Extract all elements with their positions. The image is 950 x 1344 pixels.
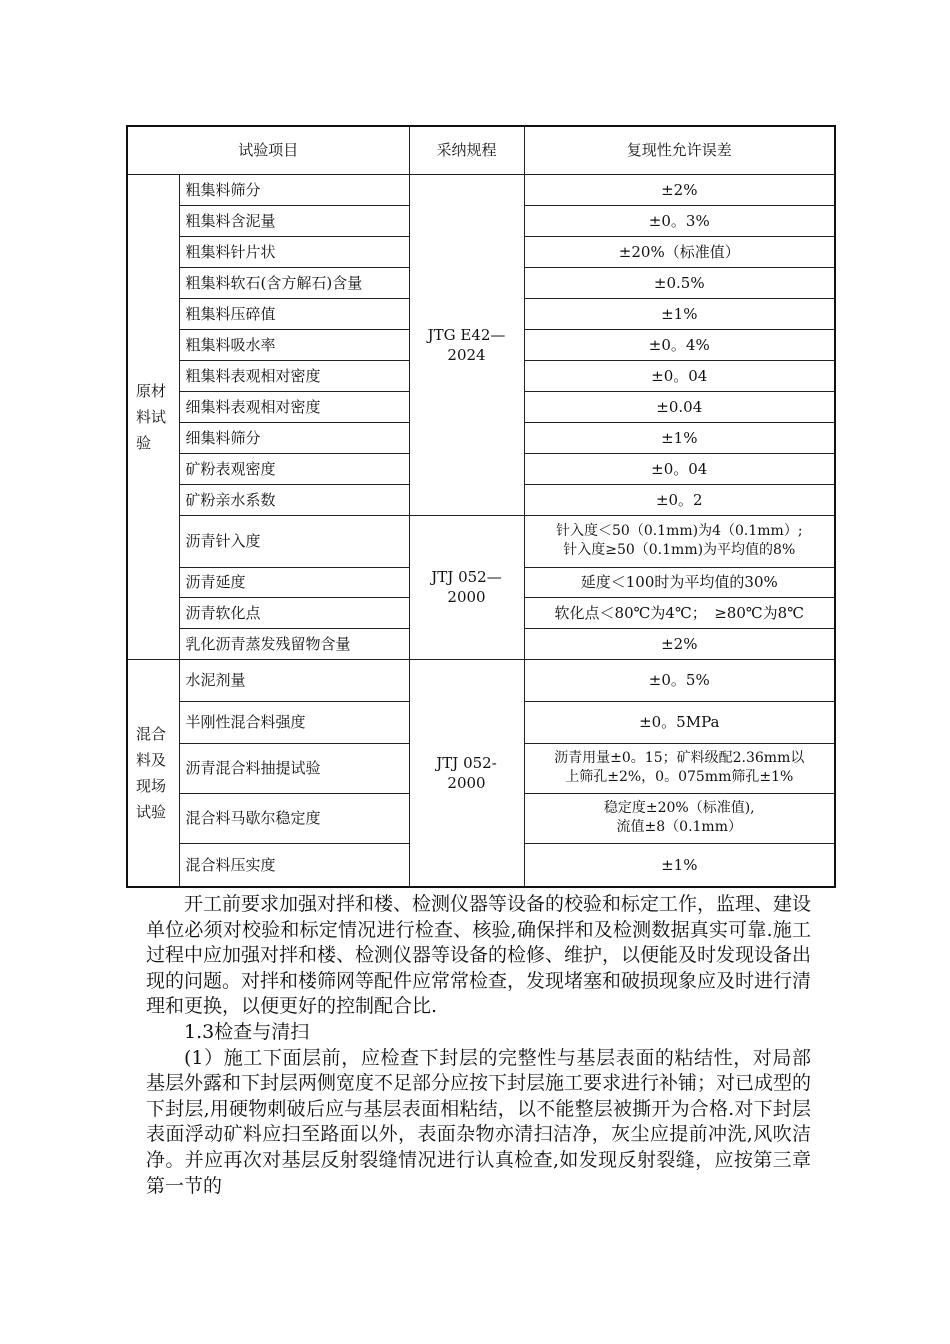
standard-line: JTJ 052- [436,753,497,772]
tolerance-cell: 软化点＜80℃为4℃； ≥80℃为8℃ [524,597,835,628]
test-item-cell: 细集料筛分 [179,422,409,453]
test-item-cell: 混合料马歇尔稳定度 [179,793,409,843]
tolerance-cell: ±0.5% [524,267,835,298]
tolerance-cell [524,793,835,843]
test-item-cell: 半刚性混合料强度 [179,701,409,743]
test-item-cell: 矿粉表观密度 [179,453,409,484]
test-item-cell: 沥青针入度 [179,515,409,567]
tolerance-cell: ±20%（标准值） [524,236,835,267]
tolerance-cell: ±0。5% [524,659,835,701]
header-standard: 采纳规程 [409,126,524,174]
tolerance-cell: ±2% [524,628,835,659]
test-item-cell: 矿粉亲水系数 [179,484,409,515]
group-label-line: 料及 [136,750,167,769]
test-item-cell: 粗集料软石(含方解石)含量 [179,267,409,298]
tolerance-cell: ±0.04 [524,391,835,422]
test-item-cell: 乳化沥青蒸发残留物含量 [179,628,409,659]
group-label-line: 现场 [136,776,167,795]
test-standards-table [126,125,836,888]
tolerance-cell: ±0。3% [524,205,835,236]
test-item-cell: 粗集料筛分 [179,174,409,205]
standard-cell [409,174,524,515]
group-label-line: 验 [136,433,152,452]
test-item-cell: 沥青软化点 [179,597,409,628]
tolerance-cell [524,743,835,793]
table-row [127,659,835,701]
tolerance-line: 沥青用量±0。15；矿料级配2.36mm以 [554,750,805,766]
header-test-item: 试验项目 [127,126,409,174]
body-text [146,892,811,1199]
tolerance-line: 针入度＜50（0.1mm)为4（0.1mm）; [556,523,803,539]
tolerance-cell: ±0。4% [524,329,835,360]
standard-cell [409,515,524,659]
paragraph: 开工前要求加强对拌和楼、检测仪器等设备的校验和标定工作，监理、建设单位必须对校验和标定情况进行检查、核验,确保拌和及检测数据真实可靠.施工过程中应加强对拌和楼、检测仪器等设备的检修、维护，以便能及时发现设备出现的问题。对拌和楼筛网等配件应常常检查，发现堵塞和破损现象应及时进行清理和更换，以便更好的控制配合比. [146,893,812,1018]
group-label-line: 原材 [136,381,167,400]
tolerance-cell: ±1% [524,843,835,887]
tolerance-cell: ±0。04 [524,453,835,484]
tolerance-line: 流值±8（0.1mm） [616,819,742,835]
standard-cell [409,659,524,887]
test-item-cell: 粗集料吸水率 [179,329,409,360]
standard-line: JTJ 052— [431,568,502,586]
header-tolerance: 复现性允许误差 [524,126,835,174]
group-label-line: 混合 [136,724,167,743]
test-item-cell: 水泥剂量 [179,659,409,701]
tolerance-cell: ±1% [524,298,835,329]
tolerance-cell [524,515,835,567]
standard-line: 2000 [447,773,486,792]
table-header-row [127,126,835,174]
group-label-line: 试验 [136,802,167,821]
standard-line: 2024 [447,345,486,364]
test-item-cell: 细集料表观相对密度 [179,391,409,422]
table-row [127,174,835,205]
tolerance-cell: ±0。2 [524,484,835,515]
tolerance-line: 针入度≥50（0.1mm)为平均值的8% [563,542,796,558]
standard-line: JTG E42— [427,325,506,344]
tolerance-cell: ±0。04 [524,360,835,391]
test-item-cell: 粗集料含泥量 [179,205,409,236]
test-item-cell: 混合料压实度 [179,843,409,887]
tolerance-cell: ±0。5MPa [524,701,835,743]
group-mixture-field [127,659,179,887]
test-item-cell: 粗集料压碎值 [179,298,409,329]
test-item-cell: 沥青延度 [179,567,409,597]
group-raw-materials [127,174,179,659]
tolerance-cell: ±2% [524,174,835,205]
paragraph: (1）施工下面层前，应检查下封层的完整性与基层表面的粘结性，对局部基层外露和下封层两侧宽度不足部分应按下封层施工要求进行补铺；对已成型的下封层,用硬物刺破后应与基层表面相粘结，以不能整层被撕开为合格.对下封层表面浮动矿料应扫至路面以外，表面杂物亦清扫洁净，灰尘应提前冲洗,风吹洁净。并应再次对基层反射裂缝情况进行认真检查,如发现反射裂缝，应按第三章第一节的 [146,1046,812,1197]
test-item-cell: 粗集料针片状 [179,236,409,267]
tolerance-line: 稳定度±20%（标准值), [603,800,755,816]
tolerance-line: 上筛孔±2%，0。075mm筛孔±1% [565,769,794,785]
standard-line: 2000 [447,588,486,606]
table-row [127,515,835,567]
tolerance-cell: ±1% [524,422,835,453]
group-label-line: 料试 [136,407,167,426]
test-item-cell: 粗集料表观相对密度 [179,360,409,391]
tolerance-cell: 延度＜100时为平均值的30% [524,567,835,597]
section-heading: 1.3检查与清扫 [184,1020,310,1043]
test-item-cell: 沥青混合料抽提试验 [179,743,409,793]
